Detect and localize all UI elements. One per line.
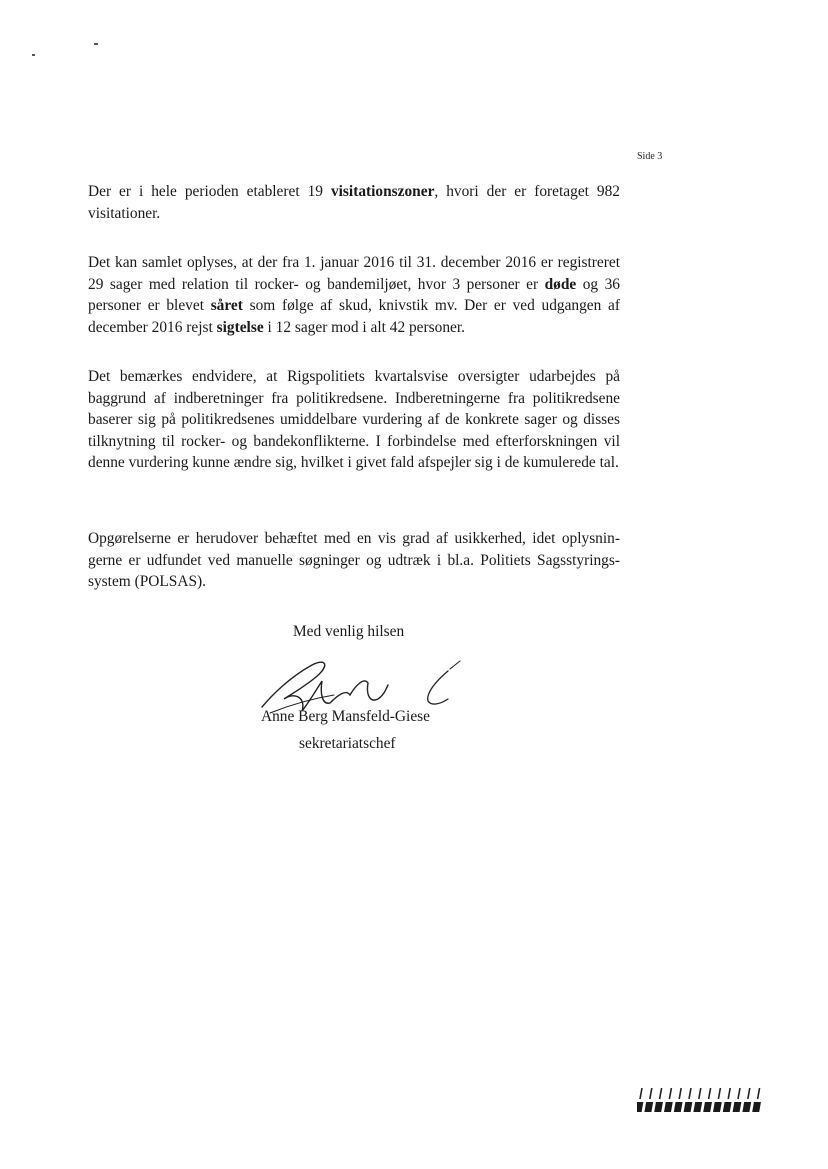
barcode-thin-mark <box>650 1088 652 1099</box>
barcode-thin-mark <box>679 1088 681 1099</box>
scan-speck <box>94 43 98 45</box>
bold-term: sigtelse <box>216 318 264 336</box>
paragraph-methodology: Det bemærkes endvidere, at Rigspolitiets kvartalsvise oversigter udarbejdes på baggrund af indberetninger fra politikredsene. Indberetningerne fra politikredsene baserer sig på politikredsenes umiddelbare vurdering af de konkrete sager og disses tilknytning til rocker- og bandekonflikterne. I forbindelse med efterforskningen vil denne vurdering kunne ændre sig, hvilket i givet fald afspejler sig i de kumulerede tal. <box>88 368 620 471</box>
barcode-thick-mark <box>693 1102 702 1112</box>
barcode-thin-mark <box>709 1088 711 1099</box>
barcode-thin-mark <box>738 1088 740 1099</box>
barcode-thick-mark <box>637 1102 643 1112</box>
barcode-thick-mark <box>664 1102 673 1112</box>
barcode-thin-mark <box>728 1088 730 1099</box>
page-number: Side 3 <box>637 151 663 162</box>
barcode-thin-mark <box>689 1088 691 1099</box>
barcode-thin-mark <box>699 1088 701 1099</box>
barcode-thick-mark <box>644 1102 653 1112</box>
barcode-thin-mark <box>660 1088 662 1099</box>
barcode-thick-mark <box>733 1102 742 1112</box>
scan-speck <box>32 54 35 56</box>
barcode-thick-mark <box>742 1102 751 1112</box>
barcode-thin-mark <box>758 1088 760 1099</box>
barcode-thick-mark <box>713 1102 722 1112</box>
paragraph-uncertainty: Opgørelserne er herudover behæftet med en vis grad af usikkerhed, idet oplysningerne er udfundet ved manuelle søgninger og udtræk i bl.a. Politiets Sagsstyringssystem (POLSAS). <box>88 530 620 590</box>
barcode-thick-mark <box>674 1102 683 1112</box>
barcode-thin-mark <box>748 1088 750 1099</box>
closing-salutation: Med venlig hilsen <box>293 623 405 640</box>
document-barcode <box>637 1087 767 1113</box>
bold-term: døde <box>544 275 577 293</box>
barcode-thick-mark <box>752 1102 761 1112</box>
paragraph-visitation-zones: Der er i hele perioden etableret 19 visitationszoner, hvori der er foretaget 982 visitationer. <box>88 183 620 222</box>
paragraph-case-statistics: Det kan samlet oplyses, at der fra 1. januar 2016 til 31. december 2016 er registreret 29 sager med relation til rocker- og bandemiljøet, hvor 3 personer er døde og 36 personer er blevet såret som følge af skud, knivstik mv. Der er ved udgangen af december 2016 rejst sigtelse i 12 sager mod i alt 42 personer. <box>88 254 621 336</box>
barcode-thick-mark <box>703 1102 712 1112</box>
bold-term: visitationszoner <box>330 183 435 200</box>
signatory-title: sekretariatschef <box>299 735 396 752</box>
barcode-thick-mark <box>723 1102 732 1112</box>
signatory-name: Anne Berg Mansfeld-Giese <box>261 708 430 725</box>
bold-term: såret <box>210 297 243 314</box>
barcode-thin-mark <box>718 1088 720 1099</box>
barcode-thin-mark <box>669 1088 671 1099</box>
barcode-thick-mark <box>684 1102 693 1112</box>
barcode-thin-mark <box>640 1088 642 1099</box>
barcode-thick-mark <box>654 1102 663 1112</box>
